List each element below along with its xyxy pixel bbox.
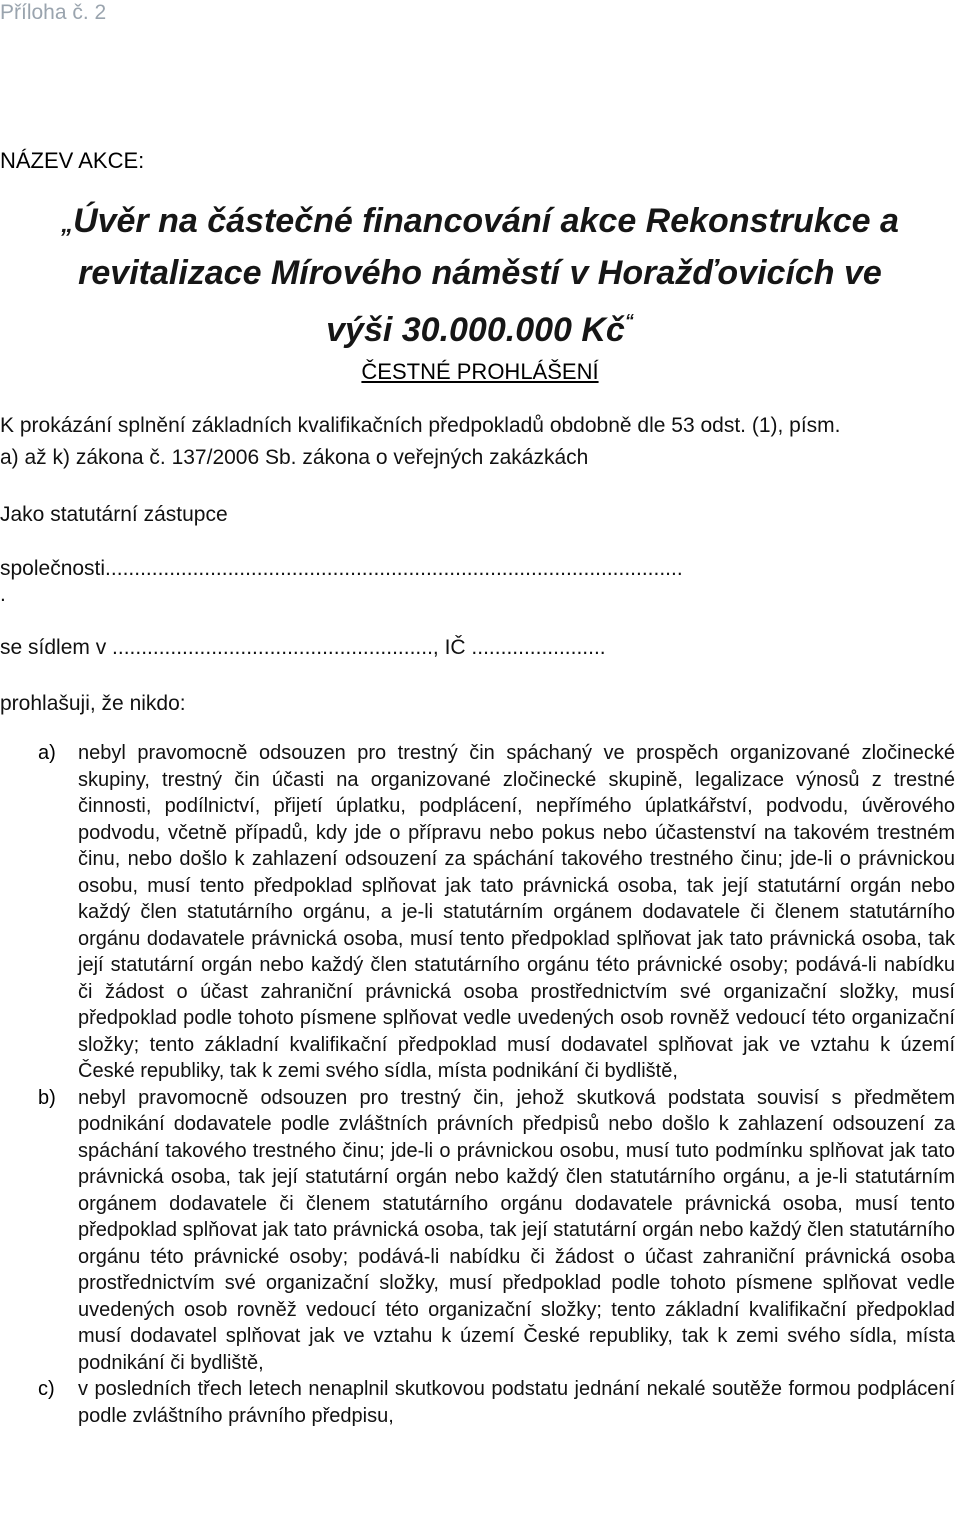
list-item-letter: c) bbox=[38, 1378, 55, 1400]
list-item-letter: a) bbox=[38, 742, 56, 764]
attachment-label: Příloha č. 2 bbox=[0, 1, 107, 24]
title-line-1 bbox=[0, 197, 960, 249]
list-item-text: v posledních třech letech nenaplnil skutkovou podstatu jednání nekalé soutěže formou podplácení podle zvláštního právního předpisu, bbox=[78, 1378, 955, 1427]
title-line-3 bbox=[0, 297, 960, 354]
title-line-3-text: výši 30.000.000 Kč bbox=[326, 311, 625, 349]
title-open-quote: „ bbox=[61, 211, 74, 238]
document-title bbox=[0, 197, 960, 354]
list-item bbox=[0, 1376, 960, 1429]
intro-line-1: K prokázání splnění základních kvalifikačních předpokladů obdobně dle 53 odst. (1), písm. bbox=[0, 414, 841, 437]
list-item bbox=[0, 740, 960, 1085]
list-item-letter: b) bbox=[38, 1086, 56, 1109]
declaration-subtitle: ČESTNÉ PROHLÁŠENÍ bbox=[361, 359, 599, 384]
company-field: společnosti................................................................................................... bbox=[0, 557, 683, 580]
seat-and-id-field: se sídlem v ......................................................., IČ ....................... bbox=[0, 636, 606, 659]
title-line-2: revitalizace Mírového náměstí v Horažďovicích ve bbox=[78, 254, 882, 292]
list-item-text: nebyl pravomocně odsouzen pro trestný čin, jehož skutková podstata souvisí s předmětem podnikání dodavatele podle zvláštních právních předpisů nebo došlo k zahlazení odsouzení za spáchání takového trestného činu; jde-li o právnickou osobu, musí tuto podmínku splňovat jak tato právnická osoba, tak její statutární orgán nebo každý člen statutárního orgánu, a je-li statutárním orgánem dodavatele či členem statutárního orgánu dodavatele právnická osoba, musí tento předpoklad splňovat jak tato právnická osoba, tak její statutární orgán nebo každý člen statutárního orgánu této právnické osoby; podává-li nabídku či žádost o účast zahraniční právnická osoba prostřednictvím své organizační složky, musí předpoklad podle tohoto písmene splňovat vedle uvedených osob rovněž vedoucí této organizační složky; tento základní kvalifikační předpoklad musí dodavatel splňovat jak ve vztahu k území České republiky, tak k zemi svého sídla, místa podnikání či bydliště, bbox=[78, 1086, 955, 1374]
action-heading: NÁZEV AKCE: bbox=[0, 148, 145, 173]
title-line-1-text: Úvěr na částečné financování akce Rekonstrukce a bbox=[73, 202, 899, 240]
representative-label: Jako statutární zástupce bbox=[0, 503, 228, 526]
declaration-statement: prohlašuji, že nikdo: bbox=[0, 692, 186, 715]
declaration-list bbox=[0, 740, 960, 1429]
title-close-quote: “ bbox=[624, 311, 634, 331]
intro-line-2: a) až k) zákona č. 137/2006 Sb. zákona o veřejných zakázkách bbox=[0, 446, 589, 469]
list-item-text: nebyl pravomocně odsouzen pro trestný čin spáchaný ve prospěch organizované zločinecké skupiny, trestný čin účasti na organizované zločinecké skupině, legalizace výnosů z trestné činnosti, podílnictví, přijetí úplatku, podplácení, nepřímého úplatkářství, podvodu, úvěrového podvodu, včetně případů, kdy jde o přípravu nebo pokus nebo účastenství na takovém trestném činu, nebo došlo k zahlazení odsouzení za spáchání takového trestného činu; jde-li o právnickou osobu, musí tento předpoklad splňovat jak tato právnická osoba, tak její statutární orgán nebo každý člen statutárního orgánu, a je-li statutárním orgánem dodavatele či členem statutárního orgánu dodavatele právnická osoba, musí tento předpoklad splňovat jak tato právnická osoba, tak její statutární orgán nebo každý člen statutárního orgánu této právnické osoby; podává-li nabídku či žádost o účast zahraniční právnická osoba prostřednictvím své organizační složky, musí předpoklad podle tohoto písmene splňovat vedle uvedených osob rovněž vedoucí této organizační složky; tento základní kvalifikační předpoklad musí dodavatel splňovat jak ve vztahu k území České republiky, tak k zemi svého sídla, místa podnikání či bydliště, bbox=[78, 742, 955, 1082]
list-item bbox=[0, 1085, 960, 1377]
company-field-continuation: . bbox=[0, 583, 6, 606]
